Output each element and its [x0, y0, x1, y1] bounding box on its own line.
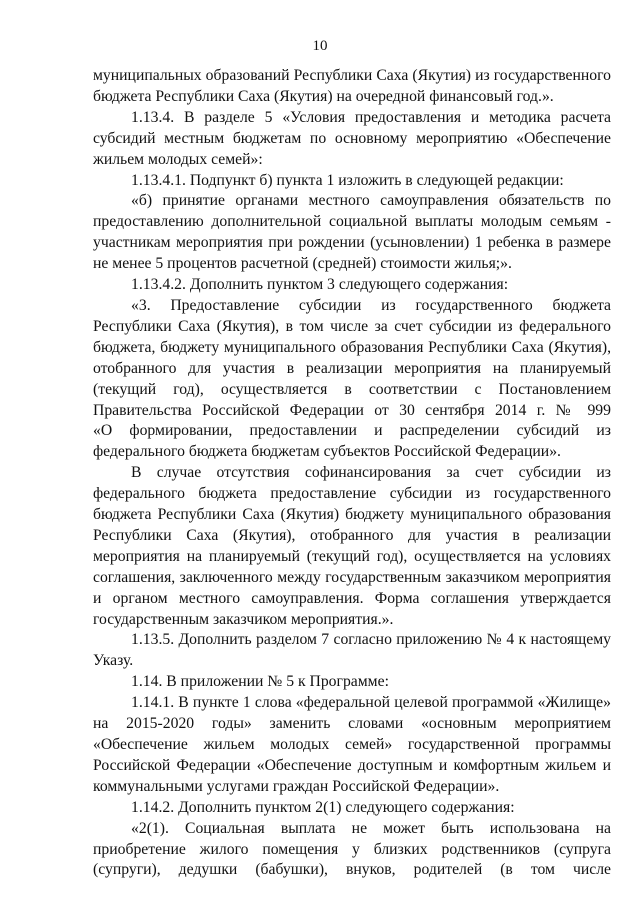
text-line: В случае отсутствия софинансирования за счет субсидии из	[131, 464, 611, 482]
text-line: «2(1). Социальная выплата не может быть использована на	[131, 819, 611, 837]
text-line: (супруги), дедушки (бабушки), внуков, родителей (в том числе	[93, 861, 611, 879]
text-line: федерального бюджета бюджетам субъектов Российской Федерации».	[93, 443, 561, 461]
text-line: Правительства Российской Федерации от 30 сентября 2014 г. № 999	[93, 401, 611, 419]
text-line: отобранного для участия в реализации мероприятия на планируемый	[93, 359, 611, 377]
text-line: бюджета, бюджету муниципального образования Республики Саха (Якутия),	[93, 338, 611, 356]
text-line: «б) принятие органами местного самоуправления обязательств по	[131, 192, 611, 210]
text-line: 1.13.4. В разделе 5 «Условия предоставления и методика расчета	[131, 108, 611, 126]
text-line: «3. Предоставление субсидии из государственного бюджета	[131, 296, 611, 314]
text-line: Республики Саха (Якутия), отобранного для участия в реализации	[93, 526, 611, 544]
text-line: 1.14.1. В пункте 1 слова «федеральной целевой программой «Жилище»	[131, 694, 611, 712]
text-line: 1.13.4.2. Дополнить пунктом 3 следующего содержания:	[131, 276, 509, 294]
text-line: «Обеспечение жильем молодых семей» государственной программы	[93, 736, 611, 753]
text-line: муниципальных образований Республики Саха (Якутия) из государственного	[93, 67, 611, 84]
text-line: предоставлению дополнительной социальной выплаты молодым семьям -	[93, 213, 611, 231]
text-line: коммунальными услугами граждан Российской Федерации».	[93, 777, 500, 795]
text-line: 1.14. В приложении № 5 к Программе:	[131, 673, 389, 691]
text-line: бюджета Республики Саха (Якутия) бюджету муниципального образования	[93, 506, 611, 524]
text-line: субсидий местным бюджетам по основному мероприятию «Обеспечение	[93, 129, 611, 147]
text-line: 1.14.2. Дополнить пунктом 2(1) следующего содержания:	[131, 798, 515, 816]
text-line: бюджета Республики Саха (Якутия) на очередной финансовый год.».	[93, 87, 554, 105]
text-line: соглашения, заключенного между государственным заказчиком мероприятия	[93, 568, 611, 586]
text-line: федерального бюджета предоставление субсидии из государственного	[93, 485, 611, 503]
text-line: на 2015-2020 годы» заменить словами «основным мероприятием	[93, 715, 611, 733]
text-line: мероприятия на планируемый (текущий год), осуществляется на условиях	[93, 547, 611, 565]
text-line: «О формировании, предоставлении и распределении субсидий из	[93, 422, 611, 440]
text-line: (текущий год), осуществляется в соответствии с Постановлением	[93, 380, 611, 398]
text-line: участникам мероприятия при рождении (усыновлении) 1 ребенка в размере	[93, 234, 611, 252]
text-line: жильем молодых семей»:	[93, 150, 263, 168]
text-line: не менее 5 процентов расчетной (средней) стоимости жилья;».	[93, 255, 512, 273]
text-line: 1.13.5. Дополнить разделом 7 согласно приложению № 4 к настоящему	[131, 631, 611, 649]
text-line: приобретение жилого помещения у близких родственников (супруга	[93, 840, 611, 858]
text-line: 1.13.4.1. Подпункт б) пункта 1 изложить в следующей редакции:	[131, 171, 564, 189]
document-body	[93, 66, 611, 881]
text-line: и органом местного самоуправления. Форма соглашения утверждается	[93, 589, 611, 607]
text-line: Указу.	[93, 652, 134, 670]
page-number: 10	[312, 38, 328, 54]
text-line: государственным заказчиком мероприятия.».	[93, 610, 394, 628]
text-line: Российской Федерации «Обеспечение доступным и комфортным жильем и	[93, 756, 611, 774]
text-line: Республики Саха (Якутия), в том числе за счет субсидии из федерального	[93, 317, 611, 335]
